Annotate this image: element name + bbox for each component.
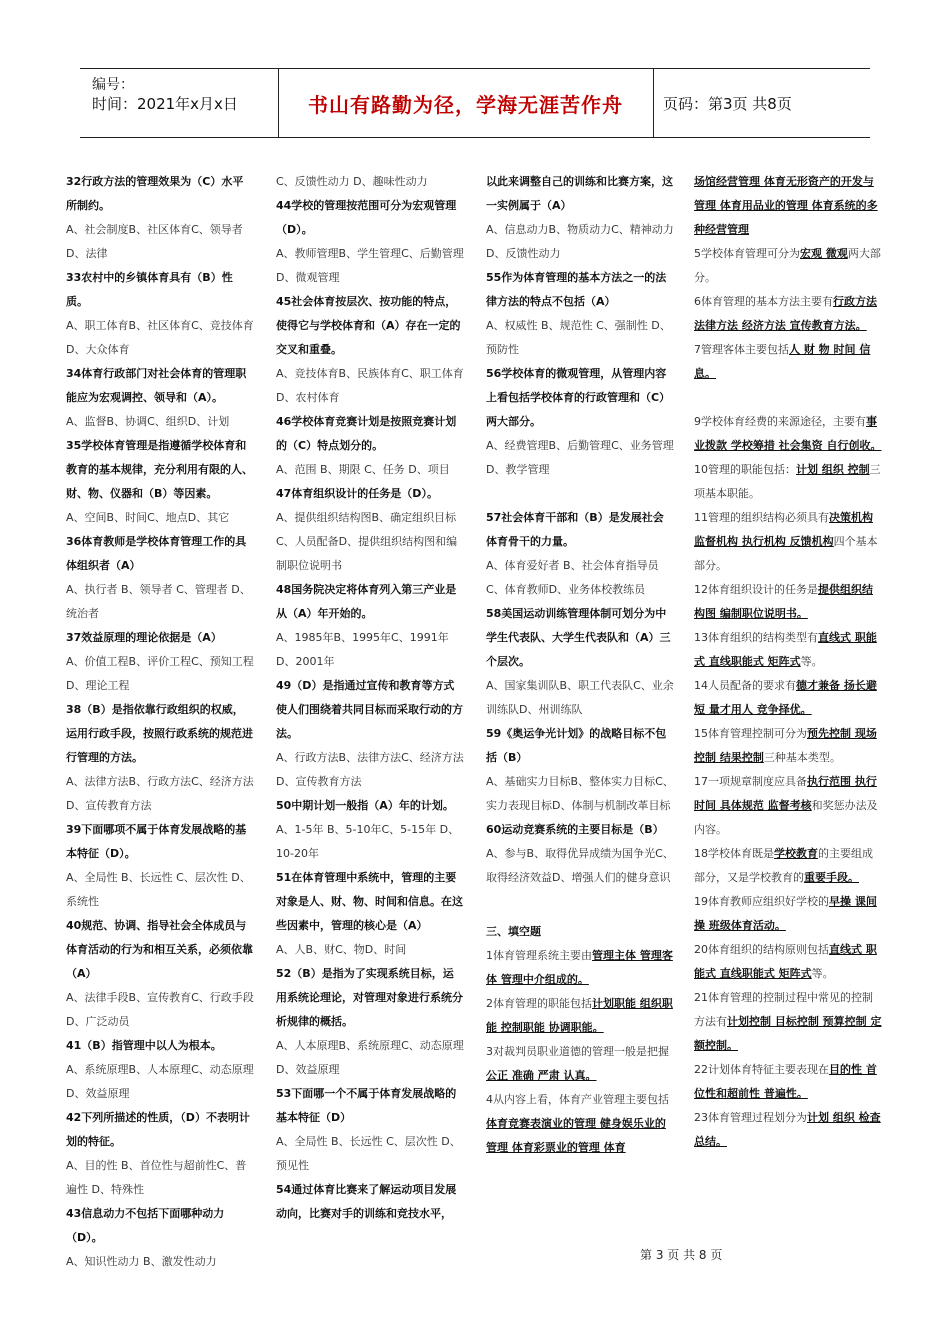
answer-options: A、空间B、时间C、地点D、其它 (66, 511, 230, 524)
fill-blank-item (486, 992, 674, 1040)
answer-options: A、社会制度B、社区体育C、领导者 D、法律 (66, 223, 243, 260)
question-stem: 58美国运动训练管理体制可划分为中学生代表队、大学生代表队和（A）三个层次。 (486, 607, 671, 668)
question-stem: 33农村中的乡镇体育具有（B）性质。 (66, 271, 233, 308)
fill-blank-item (694, 770, 882, 842)
question-stem: 39下面哪项不属于体育发展战略的基本特征（D）。 (66, 823, 247, 860)
fill-blank-item (694, 338, 882, 386)
answer-text: 直线式 职能式 直线职能式 矩阵式 (694, 943, 877, 980)
answer-text: 宏观 微观 (800, 247, 848, 260)
answer-text: 预先控制 现场控制 结果控制 (694, 727, 877, 764)
answer-options: A、人B、财C、物D、时间 (276, 943, 407, 956)
answer-text: 计划 组织 检查 总结。 (694, 1111, 881, 1148)
page-footer: 第 3 页 共 8 页 (640, 1248, 723, 1262)
answer-options: A、监督B、协调C、组织D、计划 (66, 415, 230, 428)
prompt-text: 18学校体育既是 (694, 847, 774, 860)
prompt-text: 9学校体育经费的来源途径，主要有 (694, 415, 866, 428)
answer-text: 学校教育 (774, 847, 818, 860)
prompt-text: 20体育组织的结构原则包括 (694, 943, 829, 956)
prompt-text: 21体育管理的控制过程中常见的控制方法有 (694, 991, 873, 1028)
header-motto: 书山有路勤为径，学海无涯苦作舟 (308, 93, 623, 117)
prompt-text: 19体育教师应组织好学校的 (694, 895, 829, 908)
question-stem: 41（B）指管理中以人为根本。 (66, 1039, 222, 1052)
answer-options: A、经费管理B、后勤管理C、业务管理D、教学管理 (486, 439, 674, 476)
doc-date-label: 时间：2021年x月x日 (92, 95, 238, 113)
answer-options: A、基础实力目标B、整体实力目标C、实力表现目标D、体制与机制改革目标 (486, 775, 674, 812)
question-stem: 43信息动力不包括下面哪种动力（D）。 (66, 1207, 225, 1244)
answer-text: 场馆经营管理 体育无形资产的开发与管理 体育用品业的管理 体育系统的多种经营管理 (694, 175, 878, 236)
section-heading: 三、填空题 (486, 925, 541, 938)
prompt-text: 14人员配备的要求有 (694, 679, 796, 692)
question-stem: 45社会体育按层次、按功能的特点，使得它与学校体育和（A）存在一定的交叉和重叠。 (276, 295, 461, 356)
prompt-text: 22计划体育特征主要表现在 (694, 1063, 829, 1076)
prompt-text: 两大部分。 (694, 247, 881, 284)
prompt-text: 6体育管理的基本方法主要有 (694, 295, 833, 308)
question-stem: 55作为体育管理的基本方法之一的法律方法的特点不包括（A） (486, 271, 667, 308)
answer-options: A、信息动力B、物质动力C、精神动力D、反馈性动力 (486, 223, 674, 260)
fill-blank-item (694, 986, 882, 1058)
fill-blank-item (486, 944, 674, 992)
answer-text: 事业拨款 学校筹措 社会集资 自行创收。 (694, 415, 882, 452)
answer-options: A、知识性动力 B、激发性动力 (66, 1255, 217, 1268)
question-stem: 57社会体育干部和（B）是发展社会体育骨干的力量。 (486, 511, 664, 548)
answer-text: 计划控制 目标控制 预算控制 定额控制。 (694, 1015, 882, 1052)
answer-text: 体育竞赛表演业的管理 健身娱乐业的管理 体育彩票业的管理 体育 (486, 1117, 666, 1154)
answer-text: 人 财 物 时间 信息。 (694, 343, 871, 380)
question-stem: 36体育教师是学校体育管理工作的具体组织者（A） (66, 535, 247, 572)
question-stem: 47体育组织设计的任务是（D）。 (276, 487, 438, 500)
prompt-text: 三种基本类型。 (763, 751, 841, 764)
prompt-text: 的主要组成部分，又是学校教育的 (694, 847, 873, 884)
answer-options: A、目的性 B、首位性与超前性C、普遍性 D、特殊性 (66, 1159, 247, 1196)
prompt-text: 4从内容上看，体育产业管理主要包括 (486, 1093, 669, 1106)
question-stem: 50中期计划一般指（A）年的计划。 (276, 799, 454, 812)
answer-options: A、国家集训队B、职工代表队C、业余训练队D、州训练队 (486, 679, 674, 716)
answer-text: 执行范围 执行时间 具体规范 监督考核 (694, 775, 877, 812)
answer-text: 计划 组织 控制 (796, 463, 870, 476)
fill-blank-item (694, 290, 882, 338)
question-stem: 37效益原理的理论依据是（A） (66, 631, 222, 644)
answer-options: A、系统原理B、人本原理C、动态原理D、效益原理 (66, 1063, 254, 1100)
fill-blank-item (694, 1058, 882, 1106)
fill-blank-item (694, 458, 882, 506)
answer-options: A、法律手段B、宣传教育C、行政手段D、广泛动员 (66, 991, 254, 1028)
fill-blank-item (694, 506, 882, 578)
fill-blank-item (486, 1088, 674, 1160)
fill-blank-item (694, 890, 882, 938)
prompt-text: 17一项规章制度应具备 (694, 775, 807, 788)
answer-text: 决策机构 监督机构 执行机构 反馈机构 (694, 511, 873, 548)
prompt-text: 等。 (811, 967, 834, 980)
answer-options: A、价值工程B、评价工程C、预知工程D、理论工程 (66, 655, 254, 692)
answer-options: A、全局性 B、长远性 C、层次性 D、系统性 (66, 871, 251, 908)
answer-options: A、1985年B、1995年C、1991年 D、2001年 (276, 631, 449, 668)
answer-text: 重要手段。 (804, 871, 859, 884)
prompt-text: 13体育组织的结构类型有 (694, 631, 818, 644)
question-stem: 35学校体育管理是指遵循学校体育和教育的基本规律，充分利用有限的人、财、物、仪器和（B）等因素。 (66, 439, 253, 500)
question-stem: 59《奥运争光计划》的战略目标不包括（B） (486, 727, 667, 764)
column-1 (66, 170, 254, 1274)
header-right-cell (653, 69, 870, 137)
answer-options: A、职工体育B、社区体育C、竞技体育D、大众体育 (66, 319, 254, 356)
header-left-cell (80, 69, 279, 137)
answer-text: 计划职能 组织职能 控制职能 协调职能。 (486, 997, 673, 1034)
column-3 (486, 170, 674, 1160)
answer-options: A、体育爱好者 B、社会体育指导员C、体育教师D、业务体校教练员 (486, 559, 659, 596)
question-stem: 52（B）是指为了实现系统目标，运用系统论理论，对管理对象进行系统分析规律的概括。 (276, 967, 463, 1028)
answer-options: A、范围 B、期限 C、任务 D、项目 (276, 463, 450, 476)
answer-options: A、教师管理B、学生管理C、后勤管理D、微观管理 (276, 247, 464, 284)
question-stem: 40规范、协调、指导社会全体成员与体育活动的行为和相互关系，必须依靠（A） (66, 919, 253, 980)
answer-options: C、反馈性动力 D、趣味性动力 (276, 175, 428, 188)
fill-blank-item (694, 674, 882, 722)
fill-blank-item (694, 242, 882, 290)
fill-blank-item (694, 410, 882, 458)
question-stem: 56学校体育的微观管理，从管理内容上看包括学校体育的行政管理和（C）两大部分。 (486, 367, 671, 428)
prompt-text: 10管理的职能包括： (694, 463, 796, 476)
answer-text: 公正 准确 严肃 认真。 (486, 1069, 597, 1082)
answer-options: A、权威性 B、规范性 C、强制性 D、预防性 (486, 319, 671, 356)
fill-blank-item (486, 1040, 674, 1088)
prompt-text: 等。 (800, 655, 823, 668)
question-stem: 34体育行政部门对社会体育的管理职能应为宏观调控、领导和（A）。 (66, 367, 247, 404)
question-stem: 48国务院决定将体育列入第三产业是从（A）年开始的。 (276, 583, 457, 620)
answer-options: A、人本原理B、系统原理C、动态原理D、效益原理 (276, 1039, 464, 1076)
answer-options: A、全局性 B、长远性 C、层次性 D、预见性 (276, 1135, 461, 1172)
prompt-text: 11管理的组织结构必须具有 (694, 511, 829, 524)
prompt-text: 3对裁判员职业道德的管理一般是把握 (486, 1045, 669, 1058)
question-stem: 38（B）是指依靠行政组织的权威，运用行政手段，按照行政系统的规范进行管理的方法。 (66, 703, 253, 764)
answer-options: A、执行者 B、领导者 C、管理者 D、统治者 (66, 583, 251, 620)
fill-blank-item (694, 938, 882, 986)
question-stem: 60运动竞赛系统的主要目标是（B） (486, 823, 664, 836)
question-stem: 42下列所描述的性质，（D）不表明计划的特征。 (66, 1111, 250, 1148)
fill-blank-item (694, 626, 882, 674)
column-2 (276, 170, 464, 1226)
prompt-text: 12体育组织设计的任务是 (694, 583, 818, 596)
header-page-number: 页码：第3页 共8页 (663, 95, 792, 113)
header-middle-cell (278, 69, 654, 137)
question-stem: 51在体育管理中系统中，管理的主要对象是人、财、物、时间和信息。在这些因素中，管理的核心是（A） (276, 871, 463, 932)
fill-blank-item (694, 578, 882, 626)
column-4 (694, 170, 882, 1154)
answer-text: 早操 课间操 班级体育活动。 (694, 895, 877, 932)
question-stem: 以此来调整自己的训练和比赛方案，这一实例属于（A） (486, 175, 673, 212)
doc-number-label: 编号： (92, 77, 134, 93)
question-stem: 49（D）是指通过宣传和教育等方式使人们围绕着共同目标而采取行动的方法。 (276, 679, 463, 740)
answer-options: A、提供组织结构图B、确定组织目标C、人员配备D、提供组织结构图和编制职位说明书 (276, 511, 458, 572)
prompt-text: 7管理客体主要包括 (694, 343, 789, 356)
prompt-text: 5学校体育管理可分为 (694, 247, 800, 260)
question-stem: 44学校的管理按范围可分为宏观管理（D）。 (276, 199, 457, 236)
fill-blank-item (694, 1106, 882, 1154)
answer-options: A、参与B、取得优异成绩为国争光C、取得经济效益D、增强人们的健身意识 (486, 847, 674, 884)
question-stem: 53下面哪一个不属于体育发展战略的基本特征（D） (276, 1087, 457, 1124)
answer-text: 目的性 首位性和超前性 普遍性。 (694, 1063, 877, 1100)
fill-blank-item (694, 842, 882, 890)
prompt-text: 2体育管理的职能包括 (486, 997, 592, 1010)
answer-options: A、1-5年 B、5-10年C、5-15年 D、10-20年 (276, 823, 460, 860)
answer-text: 德才兼备 扬长避短 量才用人 竞争择优。 (694, 679, 877, 716)
page-header (80, 68, 870, 138)
prompt-text: 1体育管理系统主要由 (486, 949, 592, 962)
prompt-text: 四个基本部分。 (694, 535, 878, 572)
answer-text: 直线式 职能式 直线职能式 矩阵式 (694, 631, 877, 668)
fill-blank-item (694, 170, 882, 242)
question-stem: 46学校体育竞赛计划是按照竞赛计划的（C）特点划分的。 (276, 415, 457, 452)
question-stem: 54通过体育比赛来了解运动项目发展动向，比赛对手的训练和竞技水平， (276, 1183, 457, 1220)
answer-text: 管理主体 管理客体 管理中介组成的。 (486, 949, 673, 986)
answer-text: 行政方法 法律方法 经济方法 宣传教育方法。 (694, 295, 877, 332)
answer-options: A、法律方法B、行政方法C、经济方法D、宣传教育方法 (66, 775, 254, 812)
prompt-text: 和奖惩办法及内容。 (694, 799, 878, 836)
prompt-text: 三项基本职能。 (694, 463, 881, 500)
answer-options: A、行政方法B、法律方法C、经济方法D、宣传教育方法 (276, 751, 464, 788)
question-stem: 32行政方法的管理效果为（C）水平所制约。 (66, 175, 244, 212)
prompt-text: 15体育管理控制可分为 (694, 727, 807, 740)
fill-blank-item (694, 722, 882, 770)
answer-text: 提供组织结构图 编制职位说明书。 (694, 583, 873, 620)
answer-options: A、竞技体育B、民族体育C、职工体育D、农村体育 (276, 367, 464, 404)
prompt-text: 23体育管理过程划分为 (694, 1111, 807, 1124)
